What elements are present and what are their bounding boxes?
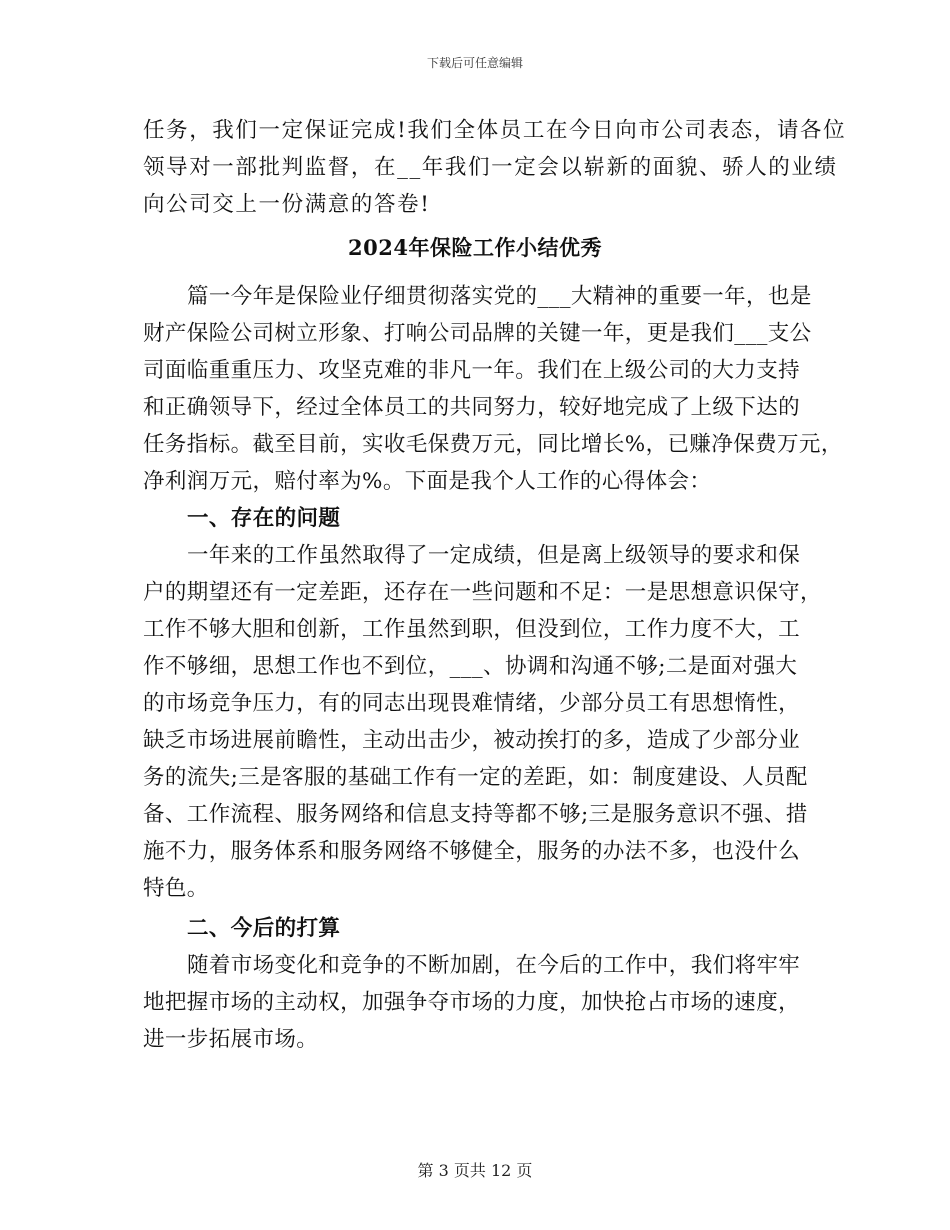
document-title: 2024年保险工作小结优秀 — [348, 235, 602, 260]
body-section — [143, 278, 843, 907]
text-line: 司面临重重压力、攻坚克难的非凡一年。我们在上级公司的大力支持 — [143, 358, 801, 383]
page-number: 第 3 页共 12 页 — [417, 1161, 533, 1180]
text-line: 地把握市场的主动权，加强争夺市场的力度，加快抢占市场的速度， — [143, 990, 801, 1015]
section-heading-plans: 二、今后的打算 — [187, 916, 341, 941]
text-line: 向公司交上一份满意的答卷! — [143, 192, 431, 217]
text-line: 工作不够大胆和创新，工作虽然到职，但没到位，工作力度不大，工 — [143, 617, 801, 642]
text-line: 篇一今年是保险业仔细贯彻落实党的___大精神的重要一年，也是 — [187, 284, 812, 309]
section-heading-problems: 一、存在的问题 — [187, 506, 341, 531]
text-line: 进一步拓展市场。 — [143, 1027, 319, 1052]
text-line: 领导对一部批判监督，在__年我们一定会以崭新的面貌、骄人的业绩 — [143, 155, 838, 180]
text-line: 净利润万元，赔付率为%。下面是我个人工作的心得体会： — [143, 469, 712, 494]
text-line: 特色。 — [143, 876, 209, 901]
text-line: 财产保险公司树立形象、打响公司品牌的关键一年，更是我们___支公 — [143, 321, 812, 346]
text-line: 的市场竞争压力，有的同志出现畏难情绪，少部分员工有思想惰性， — [143, 691, 801, 716]
text-line: 缺乏市场进展前瞻性，主动出击少，被动挨打的多，造成了少部分业 — [143, 728, 801, 753]
paragraph-intro-summary — [143, 278, 843, 500]
text-line: 任务指标。截至目前，实收毛保费万元，同比增长%，已赚净保费万元， — [143, 432, 843, 457]
text-line: 户的期望还有一定差距，还存在一些问题和不足：一是思想意识保守， — [143, 580, 822, 605]
plans-section — [143, 910, 811, 1058]
text-line: 施不力，服务体系和服务网络不够健全，服务的办法不多，也没什么 — [143, 839, 801, 864]
intro-paragraph — [143, 112, 847, 223]
text-line: 作不够细，思想工作也不到位，___、协调和沟通不够;二是面对强大 — [143, 654, 798, 679]
text-line: 任务，我们一定保证完成!我们全体员工在今日向市公司表态，请各位 — [143, 118, 847, 143]
paragraph-problems — [143, 537, 822, 907]
text-line: 随着市场变化和竞争的不断加剧，在今后的工作中，我们将牢牢 — [187, 953, 801, 978]
page-header: 下载后可任意编辑 — [426, 56, 523, 70]
text-line: 备、工作流程、服务网络和信息支持等都不够;三是服务意识不强、措 — [143, 802, 808, 827]
text-line: 务的流失;三是客服的基础工作有一定的差距，如：制度建设、人员配 — [143, 765, 808, 790]
text-line: 和正确领导下，经过全体员工的共同努力，较好地完成了上级下达的 — [143, 395, 801, 420]
text-line: 一年来的工作虽然取得了一定成绩，但是离上级领导的要求和保 — [187, 543, 801, 568]
paragraph-plans — [143, 947, 811, 1058]
